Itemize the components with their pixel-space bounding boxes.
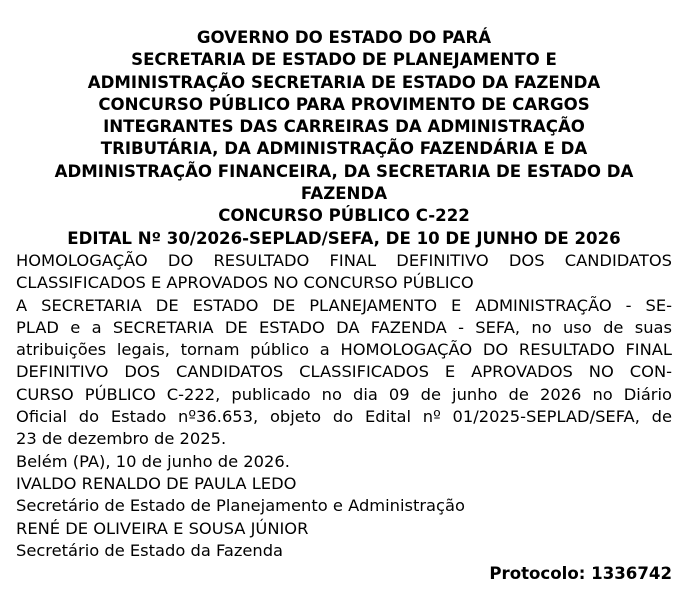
body-line-7: 23 de dezembro de 2025. — [16, 429, 227, 449]
body-line-1: A SECRETARIA DE ESTADO DE PLANEJAMENTO E ADMINISTRAÇÃO - SE- — [16, 295, 672, 315]
protocol-number: Protocolo: 1336742 — [489, 564, 672, 584]
header-line-secretariat-1: SECRETARIA DE ESTADO DE PLANEJAMENTO E — [131, 50, 557, 70]
edital-number: EDITAL Nº 30/2026-SEPLAD/SEFA, DE 10 DE JUNHO DE 2026 — [67, 228, 621, 248]
header-line-contest-3: TRIBUTÁRIA, DA ADMINISTRAÇÃO FAZENDÁRIA E DA — [100, 139, 588, 159]
header-line-secretariat-2: ADMINISTRAÇÃO SECRETARIA DE ESTADO DA FAZENDA — [87, 72, 601, 92]
header-line-contest-2: INTEGRANTES DAS CARREIRAS DA ADMINISTRAÇÃO — [103, 117, 585, 137]
document-subject — [16, 250, 672, 295]
signer-2-title: Secretário de Estado da Fazenda — [16, 540, 284, 560]
subject-line-1: HOMOLOGAÇÃO DO RESULTADO FINAL DEFINITIVO DOS CANDIDATOS — [16, 250, 672, 270]
place-date: Belém (PA), 10 de junho de 2026. — [16, 451, 290, 471]
header-line-contest-1: CONCURSO PÚBLICO PARA PROVIMENTO DE CARGOS — [98, 94, 590, 114]
body-line-4: DEFINITIVO DOS CANDIDATOS CLASSIFICADOS E APROVADOS NO CON- — [16, 362, 672, 382]
subject-line-2: CLASSIFICADOS E APROVADOS NO CONCURSO PÚBLICO — [16, 273, 474, 293]
header-line-government: GOVERNO DO ESTADO DO PARÁ — [196, 28, 492, 47]
edital-document — [16, 27, 672, 585]
body-line-2: PLAD e a SECRETARIA DE ESTADO DA FAZENDA - SEFA, no uso de suas — [16, 317, 672, 337]
signer-2-name: RENÉ DE OLIVEIRA E SOUSA JÚNIOR — [16, 518, 309, 538]
document-body — [16, 295, 672, 451]
document-closing — [16, 451, 672, 562]
body-line-6: Oficial do Estado nº36.653, objeto do Edital nº 01/2025-SEPLAD/SEFA, de — [16, 407, 672, 427]
header-line-contest-4: ADMINISTRAÇÃO FINANCEIRA, DA SECRETARIA DE ESTADO DA — [54, 161, 634, 181]
contest-code: CONCURSO PÚBLICO C-222 — [218, 206, 470, 226]
document-header — [16, 27, 672, 250]
header-line-contest-5: FAZENDA — [300, 184, 388, 204]
signer-1-title: Secretário de Estado de Planejamento e Administração — [16, 496, 465, 516]
body-line-3: atribuições legais, tornam público a HOMOLOGAÇÃO DO RESULTADO FINAL — [16, 340, 672, 360]
signer-1-name: IVALDO RENALDO DE PAULA LEDO — [16, 473, 297, 493]
body-line-5: CURSO PÚBLICO C-222, publicado no dia 09 de junho de 2026 no Diário — [16, 384, 672, 404]
